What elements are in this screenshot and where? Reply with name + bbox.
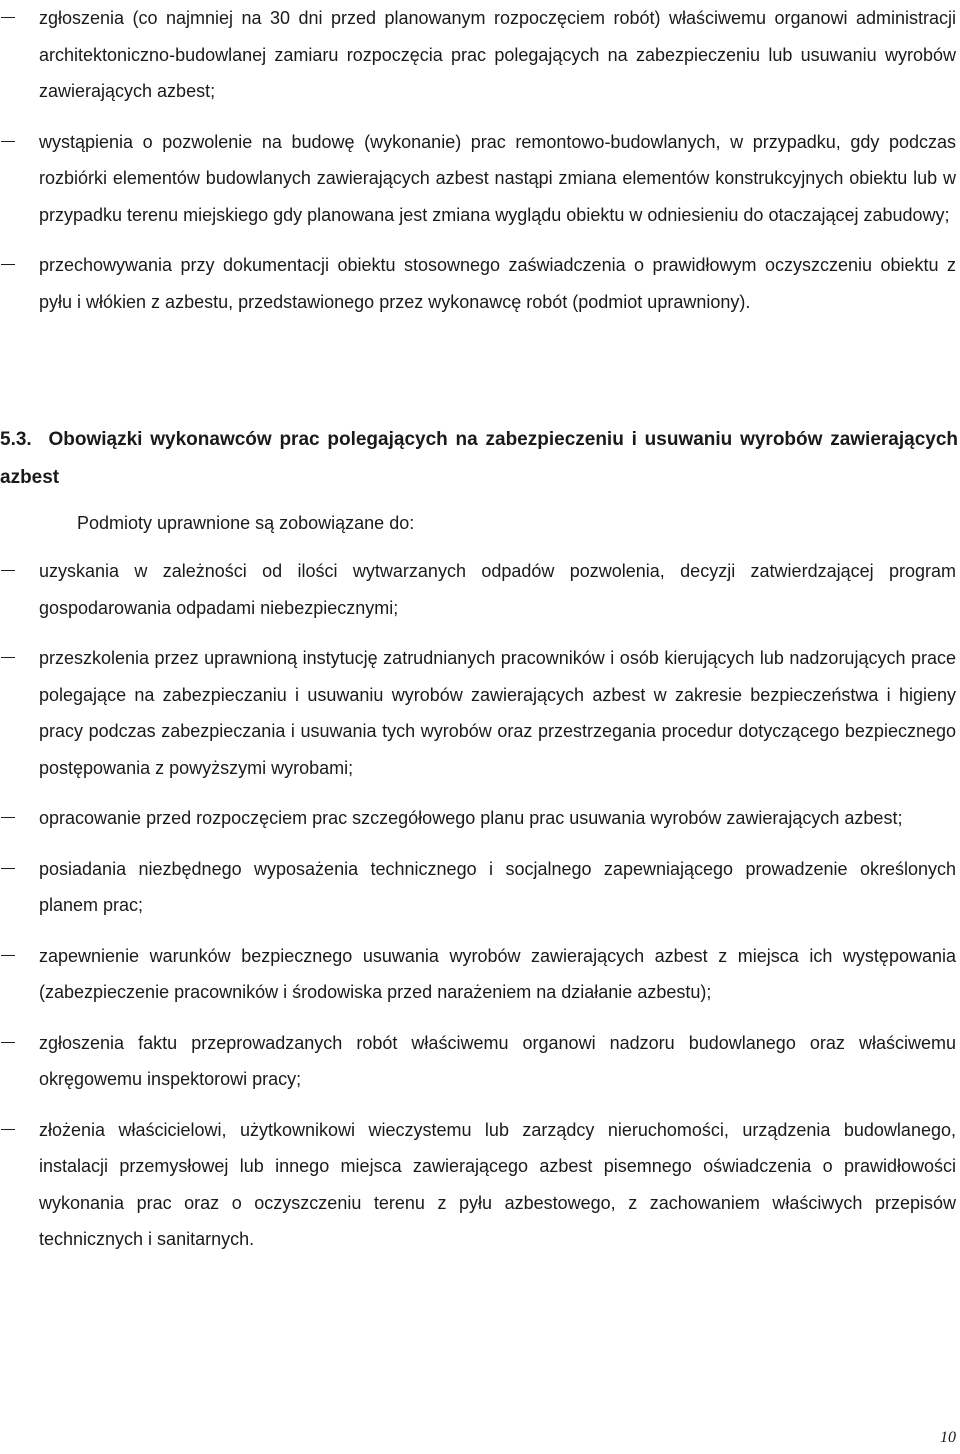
list-item-text: zapewnienie warunków bezpiecznego usuwania wyrobów zawierających azbest z miejsca ich występowania (zabezpieczenie pracowników i środowiska przed narażeniem na działanie azbestu); xyxy=(39,945,956,1002)
list-item xyxy=(0,1025,960,1098)
list-item xyxy=(0,1112,960,1258)
list-item xyxy=(0,640,960,786)
list-item-text: złożenia właścicielowi, użytkownikowi wieczystemu lub zarządcy nieruchomości, urządzenia budowlanego, instalacji przemysłowej lub innego miejsca zawierającego azbest pisemnego oświadczenia o prawidłowości wykonania prac oraz o oczyszczeniu terenu z pyłu azbestowego, z zachowaniem właściwych przepisów technicznych i sanitarnych. xyxy=(39,1119,956,1249)
dash-bullet-icon xyxy=(1,1129,15,1130)
dash-bullet-icon xyxy=(1,817,15,818)
list-item xyxy=(0,800,960,837)
section-intro: Podmioty uprawnione są zobowiązane do: xyxy=(77,513,415,533)
section-number: 5.3. xyxy=(0,429,32,450)
section-heading xyxy=(0,421,958,497)
list-item xyxy=(0,0,960,110)
list-item-text: zgłoszenia faktu przeprowadzanych robót właściwemu organowi nadzoru budowlanego oraz właściwemu okręgowemu inspektorowi pracy; xyxy=(39,1032,956,1089)
dash-bullet-icon xyxy=(1,955,15,956)
page-number: 10 xyxy=(940,1429,956,1446)
list-item xyxy=(0,124,960,234)
obligations-list xyxy=(0,553,960,1258)
dash-bullet-icon xyxy=(1,141,15,142)
list-item xyxy=(0,247,960,320)
dash-bullet-icon xyxy=(1,1042,15,1043)
list-item-text: wystąpienia o pozwolenie na budowę (wykonanie) prac remontowo-budowlanych, w przypadku, gdy podczas rozbiórki elementów budowlanych zawierających azbest nastąpi zmiana elementów konstrukcyjnych obiektu lub w przypadku terenu miejskiego gdy planowana jest zmiana wyglądu obiektu w odniesieniu do otaczającej zabudowy; xyxy=(39,131,956,225)
list-item xyxy=(0,553,960,626)
dash-bullet-icon xyxy=(1,868,15,869)
list-item xyxy=(0,938,960,1011)
list-item-text: posiadania niezbędnego wyposażenia technicznego i socjalnego zapewniającego prowadzenie określonych planem prac; xyxy=(39,858,956,915)
list-item-text: przechowywania przy dokumentacji obiektu stosownego zaświadczenia o prawidłowym oczyszczeniu obiektu z pyłu i włókien z azbestu, przedstawionego przez wykonawcę robót (podmiot uprawniony). xyxy=(39,255,956,312)
list-item-text: uzyskania w zależności od ilości wytwarzanych odpadów pozwolenia, decyzji zatwierdzającej program gospodarowania odpadami niebezpiecznymi; xyxy=(39,561,956,618)
dash-bullet-icon xyxy=(1,570,15,571)
duties-list-top xyxy=(0,0,960,320)
list-item-text: opracowanie przed rozpoczęciem prac szczegółowego planu prac usuwania wyrobów zawierających azbest; xyxy=(39,808,903,828)
dash-bullet-icon xyxy=(1,264,15,265)
list-item-text: zgłoszenia (co najmniej na 30 dni przed planowanym rozpoczęciem robót) właściwemu organowi administracji architektoniczno-budowlanej zamiaru rozpoczęcia prac polegających na zabezpieczeniu lub usuwaniu wyrobów zawierających azbest; xyxy=(39,8,956,101)
dash-bullet-icon xyxy=(1,17,15,18)
list-item-text: przeszkolenia przez uprawnioną instytucję zatrudnianych pracowników i osób kierujących lub nadzorujących prace polegające na zabezpieczaniu i usuwaniu wyrobów zawierających azbest w zakresie bezpieczeństwa i higieny pracy podczas zabezpieczania i usuwania tych wyrobów oraz przestrzegania procedur dotyczącego bezpiecznego postępowania z powyższymi wyrobami; xyxy=(39,648,956,778)
dash-bullet-icon xyxy=(1,657,15,658)
section-title: Obowiązki wykonawców prac polegających na zabezpieczeniu i usuwaniu wyrobów zawierających azbest xyxy=(0,429,959,488)
list-item xyxy=(0,851,960,924)
